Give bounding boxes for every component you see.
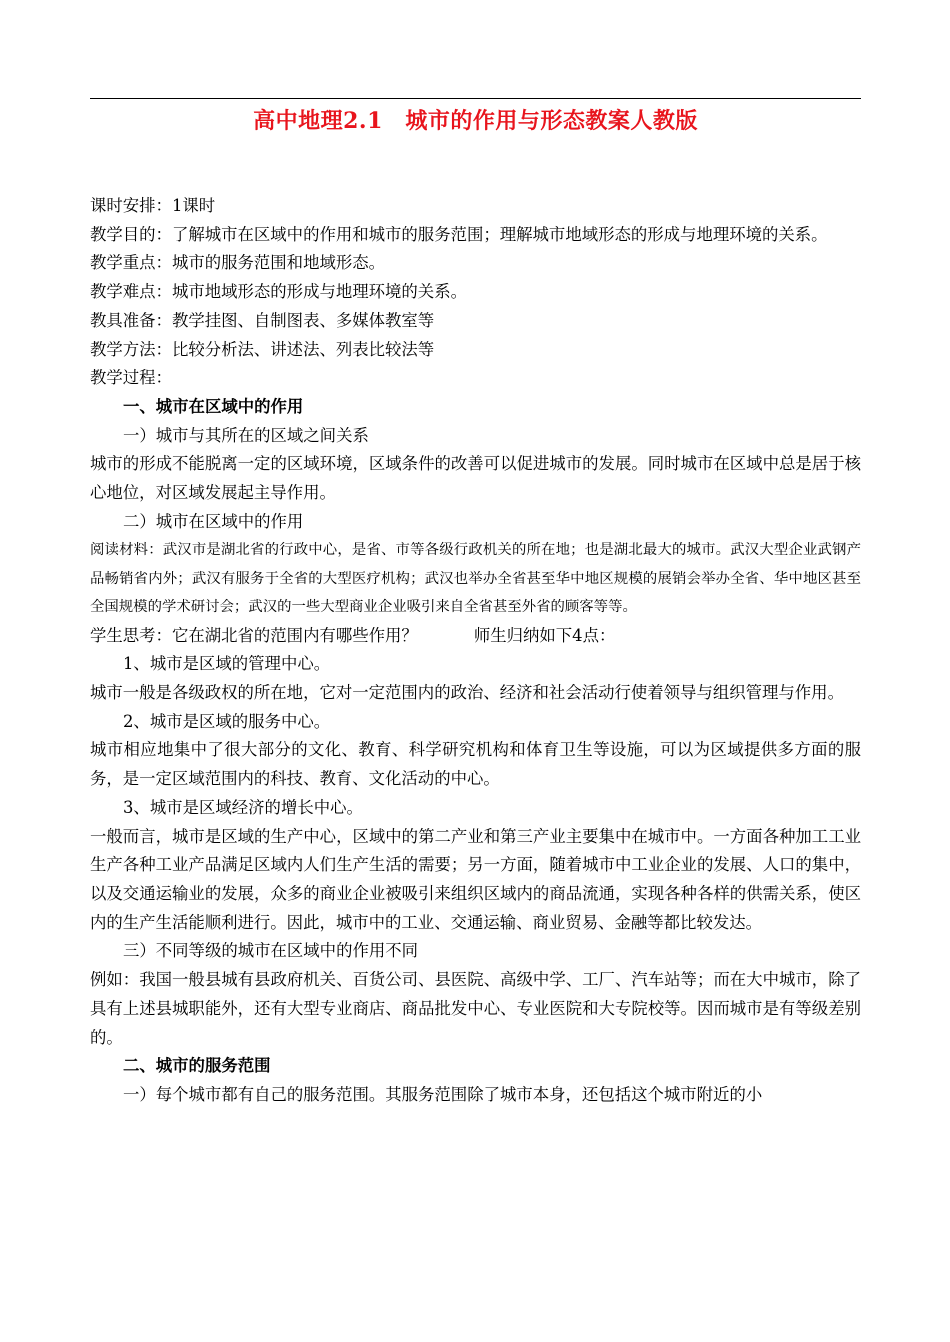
point-2-text: 城市相应地集中了很大部分的文化、教育、科学研究机构和体育卫生等设施，可以为区域提供多方面的服务，是一定区域范围内的科技、教育、文化活动的中心。 — [90, 740, 861, 789]
document-body — [90, 192, 861, 1110]
teaching-methods: 教学方法：比较分析法、讲述法、列表比较法等 — [90, 339, 435, 359]
teaching-difficulty: 教学难点：城市地域形态的形成与地理环境的关系。 — [90, 282, 467, 302]
point-3-heading: 3、城市是区域经济的增长中心。 — [123, 797, 363, 817]
header-rule — [90, 98, 861, 99]
paragraph-city-region: 城市的形成不能脱离一定的区域环境，区域条件的改善可以促进城市的发展。同时城市在区域中总是居于核心地位，对区域发展起主导作用。 — [90, 454, 861, 503]
section-heading-1: 一、城市在区域中的作用 — [123, 396, 304, 416]
point-3-text: 一般而言，城市是区域的生产中心，区域中的第二产业和第三产业主要集中在城市中。一方面各种加工工业生产各种工业产品满足区域内人们生产生活的需要；另一方面，随着城市中工业企业的发展、人口的集中，以及交通运输业的发展，众多的商业企业被吸引来组织区域内的商品流通，实现各种各样的供需关系，使区内的生产生活能顺利进行。因此，城市中的工业、交通运输、商业贸易、金融等都比较发达。 — [90, 826, 861, 932]
teaching-objective: 教学目的：了解城市在区域中的作用和城市的服务范围；理解城市地域形态的形成与地理环境的关系。 — [90, 224, 828, 244]
teaching-focus: 教学重点：城市的服务范围和地域形态。 — [90, 253, 386, 273]
service-range-paragraph: 一）每个城市都有自己的服务范围。其服务范围除了城市本身，还包括这个城市附近的小 — [123, 1084, 763, 1104]
section-heading-2: 二、城市的服务范围 — [123, 1056, 271, 1076]
subheading-1-1: 一）城市与其所在的区域之间关系 — [123, 425, 369, 445]
lesson-time: 课时安排：1课时 — [90, 196, 216, 215]
point-2-heading: 2、城市是区域的服务中心。 — [123, 711, 331, 731]
subheading-1-2: 二）城市在区域中的作用 — [123, 511, 304, 531]
example-paragraph: 例如：我国一般县城有县政府机关、百货公司、县医院、高级中学、工厂、汽车站等；而在大中城市，除了具有上述县城职能外，还有大型专业商店、商品批发中心、专业医院和大专院校等。因而城市是有等级差别的。 — [90, 970, 861, 1047]
summary-note: 师生归纳如下4点： — [473, 625, 616, 645]
point-1-heading: 1、城市是区域的管理中心。 — [123, 654, 331, 674]
subheading-1-3: 三）不同等级的城市在区域中的作用不同 — [123, 941, 419, 961]
teaching-process: 教学过程： — [90, 368, 172, 388]
point-1-text: 城市一般是各级政权的所在地，它对一定范围内的政治、经济和社会活动行使着领导与组织管理与作用。 — [90, 683, 844, 703]
student-question: 学生思考：它在湖北省的范围内有哪些作用？ — [90, 625, 418, 645]
document-title: 高中地理2.1 城市的作用与形态教案人教版 — [253, 108, 698, 134]
reading-material: 阅读材料：武汉市是湖北省的行政中心，是省、市等各级行政机关的所在地；也是湖北最大的城市。武汉大型企业武钢产品畅销省内外；武汉有服务于全省的大型医疗机构；武汉也举办全省甚至华中地区规模的展销会举办全省、华中地区甚至全国规模的学术研讨会；武汉的一些大型商业企业吸引来自全省甚至外省的顾客等等。 — [90, 542, 861, 616]
student-thinking — [90, 622, 861, 651]
teaching-aids: 教具准备：教学挂图、自制图表、多媒体教室等 — [90, 310, 435, 330]
